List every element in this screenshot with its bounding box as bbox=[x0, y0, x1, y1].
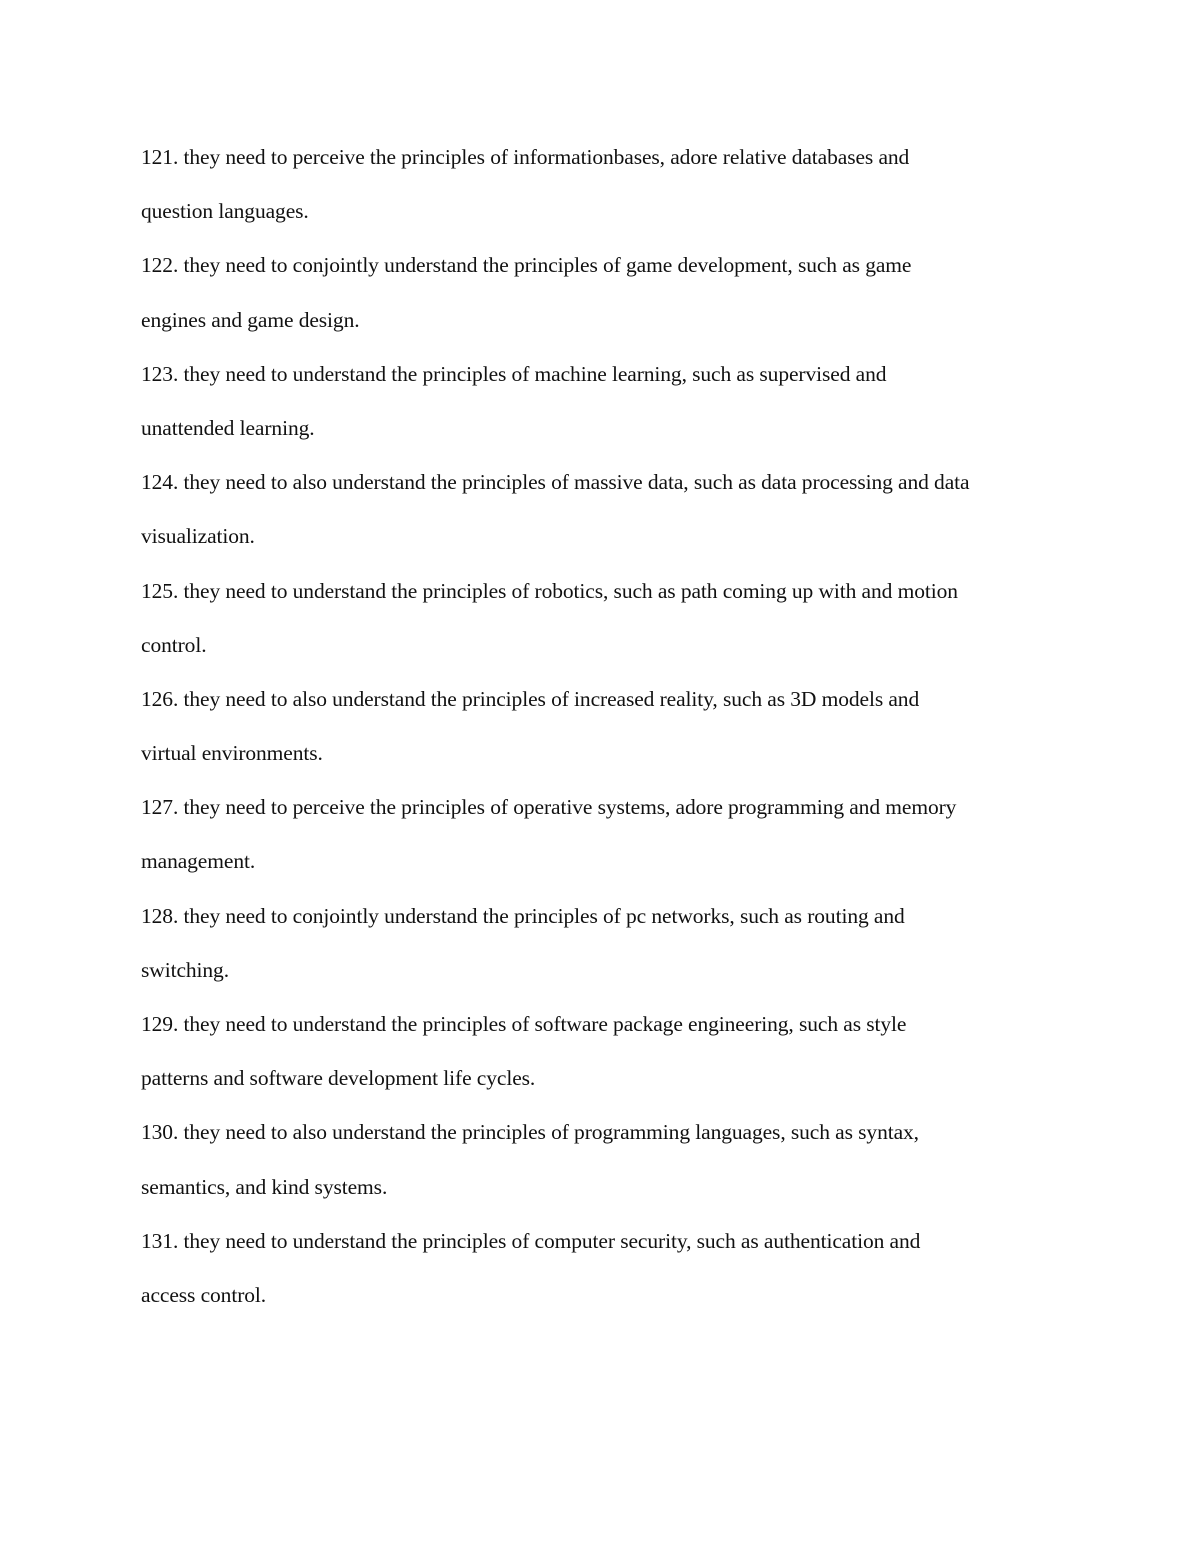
item-line: 129. they need to understand the principles of software package engineering, such as style bbox=[141, 1012, 907, 1036]
list-item bbox=[141, 1105, 1071, 1213]
item-line: control. bbox=[141, 632, 207, 657]
item-line: visualization. bbox=[141, 524, 255, 549]
list-item bbox=[141, 1214, 1071, 1322]
document-body bbox=[141, 130, 1071, 1322]
item-line: 124. they need to also understand the principles of massive data, such as data processing and data bbox=[141, 470, 970, 495]
item-line: 127. they need to perceive the principles of operative systems, adore programming and memory bbox=[141, 795, 957, 820]
list-item bbox=[141, 455, 1071, 563]
item-line: question languages. bbox=[141, 199, 309, 224]
item-line: 122. they need to conjointly understand the principles of game development, such as game bbox=[141, 253, 912, 278]
item-line: switching. bbox=[141, 957, 229, 982]
list-item bbox=[141, 997, 1071, 1105]
list-item bbox=[141, 889, 1071, 997]
list-item bbox=[141, 780, 1071, 888]
list-item bbox=[141, 238, 1071, 346]
item-line: engines and game design. bbox=[141, 307, 360, 332]
list-item bbox=[141, 672, 1071, 780]
item-line: virtual environments. bbox=[141, 741, 323, 766]
item-line: 130. they need to also understand the principles of programming languages, such as syntax, bbox=[141, 1120, 919, 1145]
item-line: 128. they need to conjointly understand the principles of pc networks, such as routing and bbox=[141, 903, 905, 928]
list-item bbox=[141, 130, 1071, 238]
item-line: 123. they need to understand the principles of machine learning, such as supervised and bbox=[141, 361, 887, 386]
item-line: patterns and software development life cycles. bbox=[141, 1066, 536, 1091]
list-item bbox=[141, 564, 1071, 672]
item-line: semantics, and kind systems. bbox=[141, 1174, 388, 1199]
item-line: management. bbox=[141, 849, 256, 874]
item-line: access control. bbox=[141, 1282, 267, 1307]
item-line: unattended learning. bbox=[141, 415, 315, 440]
list-item bbox=[141, 347, 1071, 455]
item-line: 126. they need to also understand the principles of increased reality, such as 3D models and bbox=[141, 686, 920, 711]
item-line: 121. they need to perceive the principles of informationbases, adore relative databases and bbox=[141, 145, 910, 169]
item-line: 131. they need to understand the principles of computer security, such as authentication and bbox=[141, 1228, 921, 1253]
item-line: 125. they need to understand the principles of robotics, such as path coming up with and motion bbox=[141, 578, 958, 603]
